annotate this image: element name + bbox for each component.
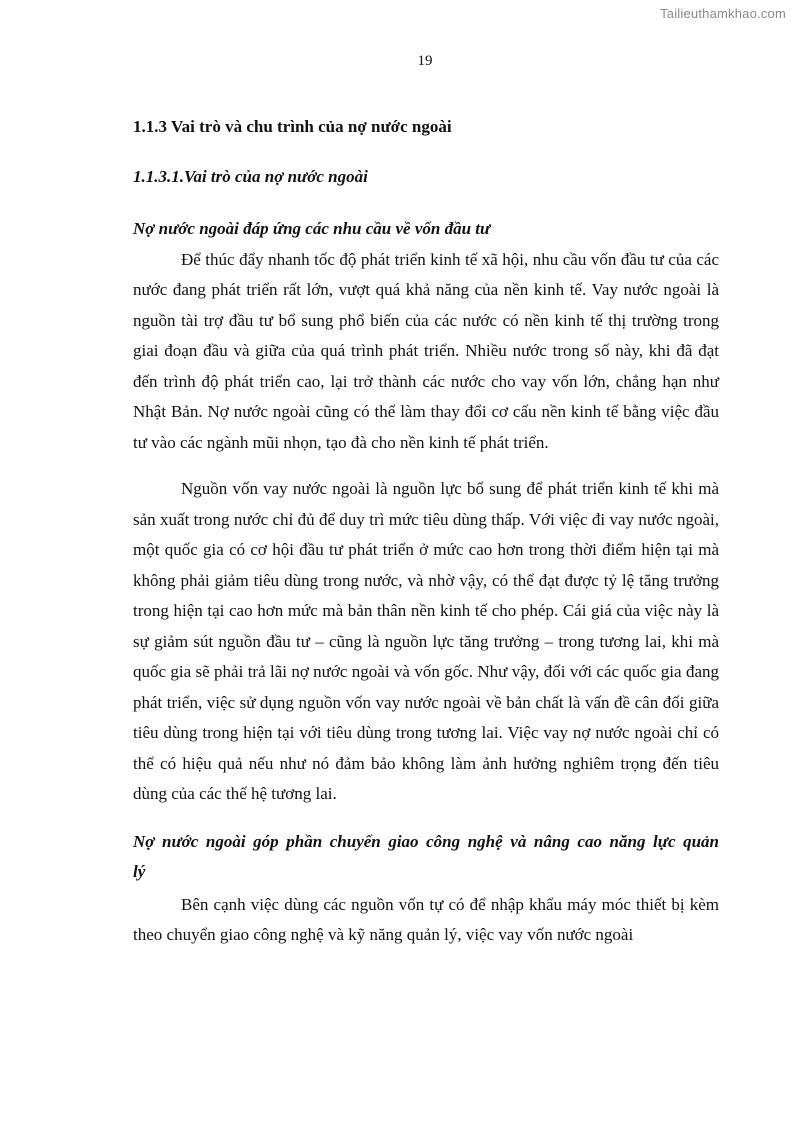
topic-heading-technology: Nợ nước ngoài góp phần chuyển giao công nghệ và nâng cao năng lực quản lý (133, 831, 719, 881)
topic-heading-investment: Nợ nước ngoài đáp ứng các nhu cầu về vốn đầu tư (133, 219, 491, 238)
section-heading: 1.1.3 Vai trò và chu trình của nợ nước ngoài (133, 117, 452, 136)
paragraph: Để thúc đẩy nhanh tốc độ phát triển kinh tế xã hội, nhu cầu vốn đầu tư của các nước đang phát triển rất lớn, vượt quá khả năng của nền kinh tế. Vay nước ngoài là nguồn tài trợ đầu tư bổ sung phổ biến của các nước có nền kinh tế thị trường trong giai đoạn đầu và giữa của quá trình phát triển. Nhiều nước trong số này, khi đã đạt đến trình độ phát triển cao, lại trở thành các nước cho vay vốn lớn, chẳng hạn như Nhật Bản. Nợ nước ngoài cũng có thể làm thay đổi cơ cấu nền kinh tế bằng việc đầu tư vào các ngành mũi nhọn, tạo đà cho nền kinh tế phát triển. (133, 249, 719, 452)
subsection-heading: 1.1.3.1.Vai trò của nợ nước ngoài (133, 167, 368, 186)
page-number: 19 (417, 53, 433, 69)
watermark: Tailieuthamkhao.com (660, 6, 786, 21)
paragraph: Bên cạnh việc dùng các nguồn vốn tự có để nhập khẩu máy móc thiết bị kèm theo chuyển giao công nghệ và kỹ năng quản lý, việc vay vốn nước ngoài (133, 894, 719, 944)
paragraph: Nguồn vốn vay nước ngoài là nguồn lực bổ sung để phát triển kinh tế khi mà sản xuất trong nước chỉ đủ để duy trì mức tiêu dùng thấp. Với việc đi vay nước ngoài, một quốc gia có cơ hội đầu tư phát triển ở mức cao hơn trong thời điểm hiện tại mà không phải giảm tiêu dùng trong nước, và nhờ vậy, có thể đạt được tỷ lệ tăng trưởng trong hiện tại cao hơn mức mà bản thân nền kinh tế cho phép. Cái giá của việc này là sự giảm sút nguồn đầu tư – cũng là nguồn lực tăng trưởng – trong tương lai, khi mà quốc gia sẽ phải trả lãi nợ nước ngoài và vốn gốc. Như vậy, đối với các quốc gia đang phát triển, việc sử dụng nguồn vốn vay nước ngoài về bản chất là vấn đề cân đối giữa tiêu dùng trong hiện tại với tiêu dùng trong tương lai. Việc vay nợ nước ngoài chỉ có thể có hiệu quả nếu như nó đảm bảo không làm ảnh hưởng nghiêm trọng đến tiêu dùng của các thế hệ tương lai. (133, 479, 719, 803)
document-body (133, 113, 719, 951)
